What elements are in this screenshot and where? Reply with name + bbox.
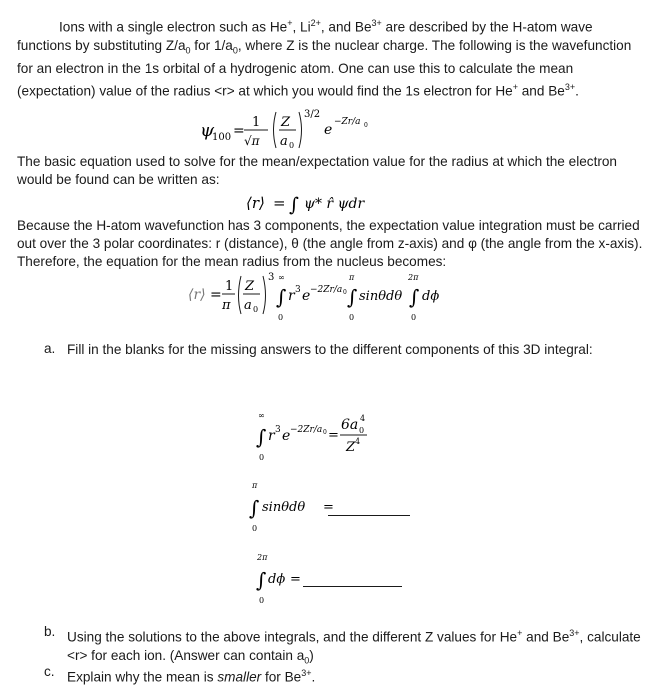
intro-paragraph: Ions with a single electron such as He+, $Li^{2+}$, and $Be^{3+}$ are described by the H-atom wave functions by substituting $Z/a_0$ for $1/a_0$, where Z is the nuclear charge. The following is the wavefunction for an electron in the 1s orbital of a hydrogenic atom. One can use this to calculate the mean (expectation) value of the radius <r> at which you would find the 1s electron for He+ and $Be^{3+}$.: [17, 18, 632, 99]
integral-theta-sign: ∫: [249, 496, 260, 520]
r-upper-limit: ∞: [278, 273, 285, 282]
integral-r-lower: 0: [259, 453, 265, 462]
equals-sign: =: [233, 123, 245, 139]
z-symbol: Z: [281, 115, 291, 130]
integral-phi-term: dϕ: [268, 572, 286, 587]
power-label: 3/2: [304, 109, 321, 120]
e-symbol: e: [324, 122, 333, 138]
a0-symbol: a: [280, 134, 288, 149]
integral-phi-upper: 2π: [257, 553, 268, 562]
mean-theta-term: sinθdθ: [359, 289, 403, 304]
integral-r-sign: ∫: [256, 425, 267, 449]
phi-answer-blank[interactable]: [303, 586, 402, 587]
mean-phi-term: dϕ: [422, 289, 440, 304]
part-b-text: Using the solutions to the above integrals, and the different Z values for He+ and $Be^{3+}$, calculate <r> for each ion. (Answer can contain $a_0$): [67, 628, 641, 666]
part-c-text: Explain why the mean is smaller for $Be^{3+}$.: [67, 668, 316, 685]
wavefunction-equation: [200, 104, 440, 150]
integral-r-e: e: [282, 428, 291, 444]
integral-r-equation: [254, 408, 414, 468]
expectation-equation: [246, 190, 416, 218]
fraction-numerator: 1: [252, 115, 261, 130]
phi-integral-sign: ∫: [409, 285, 420, 309]
integral-sign: ∫: [289, 194, 299, 216]
part-c-label: c.: [44, 664, 55, 679]
integral-phi-equals: =: [290, 572, 301, 587]
right-paren: [299, 112, 302, 148]
mean-radius-equation: [188, 270, 458, 326]
one-over-pi-numerator: 1: [225, 279, 234, 294]
theta-lower-limit: 0: [349, 313, 355, 322]
integral-theta-term: sinθdθ: [262, 500, 306, 515]
integral-theta-equals: =: [323, 500, 334, 515]
integral-r-numerator-sub: 0: [359, 426, 365, 435]
theta-answer-blank[interactable]: [328, 515, 410, 516]
integral-r-numerator: 6a: [341, 417, 359, 433]
r-lower-limit: 0: [278, 313, 284, 322]
expectation-equals: =: [273, 194, 286, 212]
integral-r-term: r: [268, 428, 275, 444]
psi-subscript: 100: [212, 132, 232, 143]
phi-upper-limit: 2π: [408, 273, 419, 282]
integral-theta-equation: [247, 478, 347, 534]
mean-exponent: −2Zr/a: [310, 285, 343, 295]
pi-denominator: π: [222, 298, 231, 313]
psi-symbol: ψ: [200, 120, 215, 141]
integral-phi-lower: 0: [259, 596, 265, 605]
mean-lhs: ⟨r⟩: [188, 287, 206, 303]
integral-theta-lower: 0: [252, 524, 258, 533]
integral-r-upper: ∞: [258, 411, 265, 420]
integral-r-equals: =: [328, 428, 339, 443]
mean-a0: a: [244, 298, 252, 313]
mean-power: 3: [268, 272, 275, 283]
mean-e: e: [302, 288, 311, 304]
basic-equation-text: The basic equation used to solve for the mean/expectation value for the radius at which the electron would be found can be written as:: [17, 154, 617, 188]
expectation-lhs: ⟨r⟩: [246, 194, 265, 212]
exponent-label: −Zr/a: [334, 117, 361, 127]
exponent-subscript: 0: [364, 122, 368, 129]
because-paragraph: Because the H-atom wavefunction has 3 components, the expectation value integration must be carried out over the 3 polar coordinates: r (distance), θ (the angle from z-axis) and φ (the angle from the x-axis). Therefore, the equation for the mean radius from the nucleus becomes:: [17, 218, 643, 270]
mean-z: Z: [245, 279, 255, 294]
integral-r-exponent-sub: 0: [323, 429, 327, 436]
mean-equals: =: [210, 287, 222, 303]
integral-r-exponent: −2Zr/a: [290, 425, 323, 435]
integral-r-denominator: Z: [346, 440, 356, 455]
expectation-body: ψ* r̂ ψdr: [304, 196, 365, 212]
phi-lower-limit: 0: [411, 313, 417, 322]
mean-r-term: r: [288, 288, 295, 304]
integral-theta-upper: π: [252, 481, 258, 490]
integral-r-power: 3: [275, 425, 281, 435]
sqrt-pi: √π: [244, 134, 260, 148]
a0-subscript: 0: [289, 141, 295, 150]
mean-exponent-sub: 0: [343, 289, 347, 296]
theta-integral-sign: ∫: [347, 285, 358, 309]
integral-phi-equation: [254, 550, 324, 606]
integral-r-numerator-sup: 4: [360, 414, 366, 423]
integral-phi-sign: ∫: [256, 568, 267, 592]
part-a-label: a.: [44, 341, 56, 356]
part-a-text: Fill in the blanks for the missing answers to the different components of this 3D integral:: [67, 342, 593, 357]
part-b-label: b.: [44, 624, 56, 639]
theta-upper-limit: π: [349, 273, 355, 282]
mean-left-paren: [239, 276, 242, 314]
left-paren: [274, 112, 277, 148]
mean-r-power: 3: [295, 285, 301, 295]
integral-r-denominator-sup: 4: [355, 437, 361, 446]
mean-right-paren: [263, 276, 266, 314]
r-integral-sign: ∫: [276, 285, 287, 309]
mean-a0-sub: 0: [253, 305, 259, 314]
